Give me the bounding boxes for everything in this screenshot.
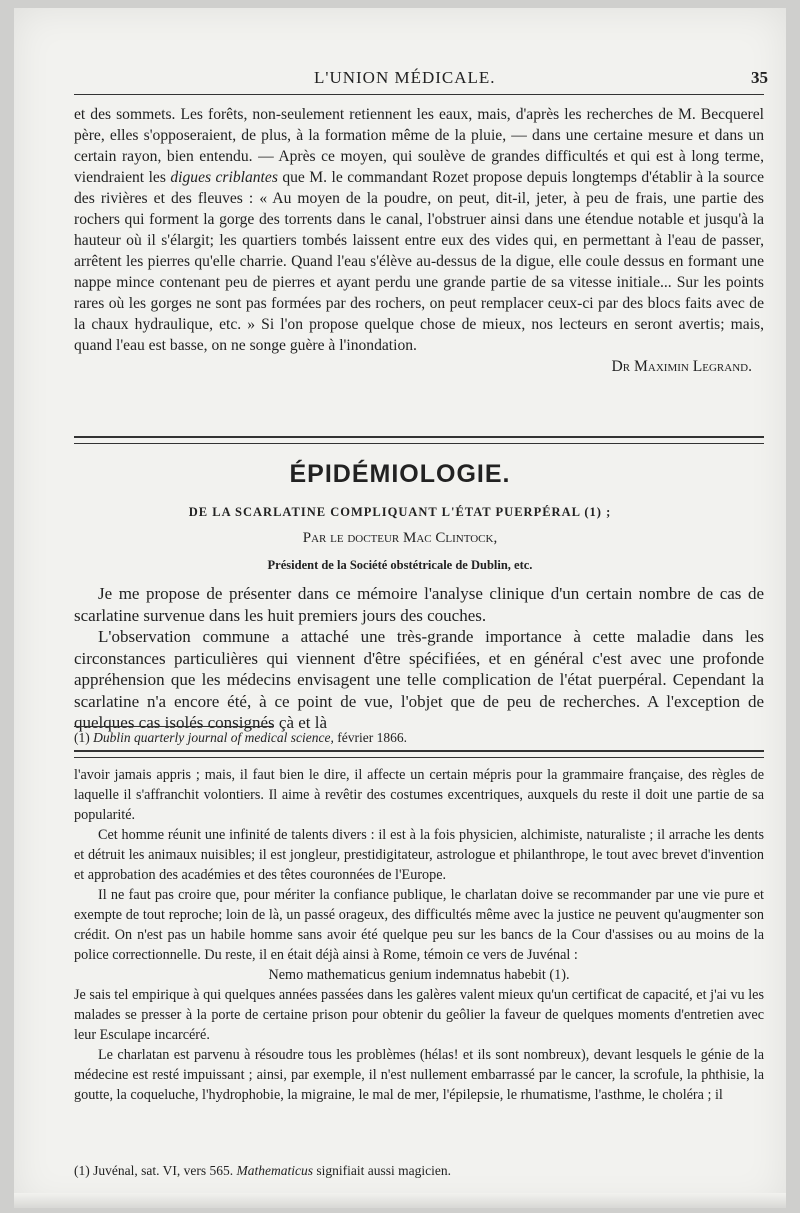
- juvenal-quote: Nemo mathematicus genium indemnatus habebit (1).: [268, 967, 570, 983]
- section-separator: [74, 436, 764, 444]
- feuilleton-body: [74, 765, 764, 1105]
- page-number: 35: [751, 68, 768, 87]
- header-rule: [74, 94, 764, 95]
- page-bottom-shadow: [14, 1193, 786, 1208]
- running-head-title: L'UNION MÉDICALE.: [314, 68, 496, 87]
- article-footnote: (1) Dublin quarterly journal of medical science, février 1866.: [74, 730, 407, 745]
- article-paragraph-1: Je me propose de présenter dans ce mémoire l'analyse clinique d'un certain nombre de cas de scarlatine survenue dans les huit premiers jours des couches.: [74, 584, 764, 625]
- feuilleton-separator: [74, 750, 764, 758]
- article-byline: Par le docteur Mac Clintock,: [302, 530, 498, 546]
- feuilleton-footnote: (1) Juvénal, sat. VI, vers 565. Mathematicus signifiait aussi magicien.: [74, 1163, 451, 1178]
- section-title: ÉPIDÉMIOLOGIE.: [289, 460, 511, 488]
- feuilleton-paragraph-1: l'avoir jamais appris ; mais, il faut bien le dire, il affecte un certain mépris pour la grammaire française, des règles de laquelle il s'affranchit volontiers. Il aime à revêtir des costumes excentriques, auxquels du reste il doit une partie de sa popularité.: [74, 767, 764, 823]
- footnote-rule: [74, 726, 274, 727]
- feuilleton-paragraph-2: Cet homme réunit une infinité de talents divers : il est à la fois physicien, alchimiste, naturaliste ; il arrache les dents et détruit les animaux nuisibles; il est jongleur, prestidigitateur, astrologue et philanthrope, le tout avec brevet d'invention et approbation des académies et des têtes couronnées de l'Europe.: [74, 827, 764, 883]
- article-signature: Dr Maximin Legrand.: [611, 358, 752, 375]
- article-paragraph-2: L'observation commune a attaché une très-grande importance à cette maladie dans les circonstances particulières qui viennent d'être spécifiées, et en général c'est avec une profonde appréhension que les médecins envisagent une telle complication de l'état puerpéral. Cependant la scarlatine n'a encore été, à ce point de vue, l'objet que de peu de recherches. A l'exception de quelques cas isolés consignés çà et là: [74, 627, 764, 732]
- article-body: [74, 583, 764, 734]
- article-affiliation: Président de la Société obstétricale de Dublin, etc.: [267, 558, 533, 572]
- feuilleton-paragraph-4: Je sais tel empirique à qui quelques années passées dans les galères valent mieux qu'un certificat de capacité, et j'ai vu les malades se presser à la porte de certaine prison pour obtenir du geôlier la faveur de quelques moments d'entretien avec leur Esculape incarcéré.: [74, 987, 764, 1043]
- emphasis-digues: digues criblantes: [170, 169, 278, 186]
- feuilleton-paragraph-5: Le charlatan est parvenu à résoudre tous les problèmes (hélas! et ils sont nombreux), devant lesquels le génie de la médecine est resté impuissant ; ainsi, par exemple, il n'est nullement embarrassé par le cancer, la scrofule, la phthisie, la goutte, la coqueluche, l'hydrophobie, la migraine, le mal de mer, l'épilepsie, le rhumatisme, l'asthme, le choléra ; il: [74, 1047, 764, 1103]
- feuilleton-paragraph-3: Il ne faut pas croire que, pour mériter la confiance publique, le charlatan doive se recommander par une vie pure et exempte de tout reproche; loin de là, un passé orageux, des difficultés même avec la justice ne peuvent qu'augmenter son crédit. On n'est pas un habile homme sans avoir été quelque peu sur les bancs de la Cour d'assises ou au moins de la police correctionnelle. Du reste, il en était déjà ainsi à Rome, témoin ce vers de Juvénal :: [74, 887, 764, 963]
- running-head: [14, 68, 786, 92]
- top-article-paragraph: et des sommets. Les forêts, non-seulement retiennent les eaux, mais, d'après les recherches de M. Becquerel père, elles s'opposeraient, de plus, à la formation même de la pluie, — dans une certaine mesure et dans un certain rayon, bien entendu. — Après ce moyen, qui soulève de grandes difficultés et qui est à long terme, viendraient les digues criblantes que M. le commandant Rozet propose depuis longtemps d'établir à la source des rivières et des fleuves : « Au moyen de la poudre, on peut, dit-il, jeter, à peu de frais, une partie des rochers qui forment la gorge des torrents dans le canal, l'obstruer ainsi dans une étendue notable et jusqu'à la hauteur où il s'élargit; les quartiers tombés laissent entre eux des vides qui, en permettant à l'eau de passer, arrêtent les pierres qu'elle charrie. Quand l'eau s'élève au-dessus de la digue, elle coule dessus en formant une nappe mince contenant peu de pierres et ayant perdu une grande partie de sa vitesse initiale... Sur les points rares où les gorges ne sont pas formées par des rochers, on peut remplacer ceux-ci par des blocs faits avec de la chaux hydraulique, etc. » Si l'on propose quelque chose de mieux, nos lecteurs en seront avertis; mais, quand l'eau est basse, on ne songe guère à l'inondation.: [74, 106, 765, 354]
- top-article: [74, 104, 764, 377]
- journal-page: [14, 8, 786, 1208]
- article-title: DE LA SCARLATINE COMPLIQUANT L'ÉTAT PUERPÉRAL (1) ;: [188, 505, 612, 519]
